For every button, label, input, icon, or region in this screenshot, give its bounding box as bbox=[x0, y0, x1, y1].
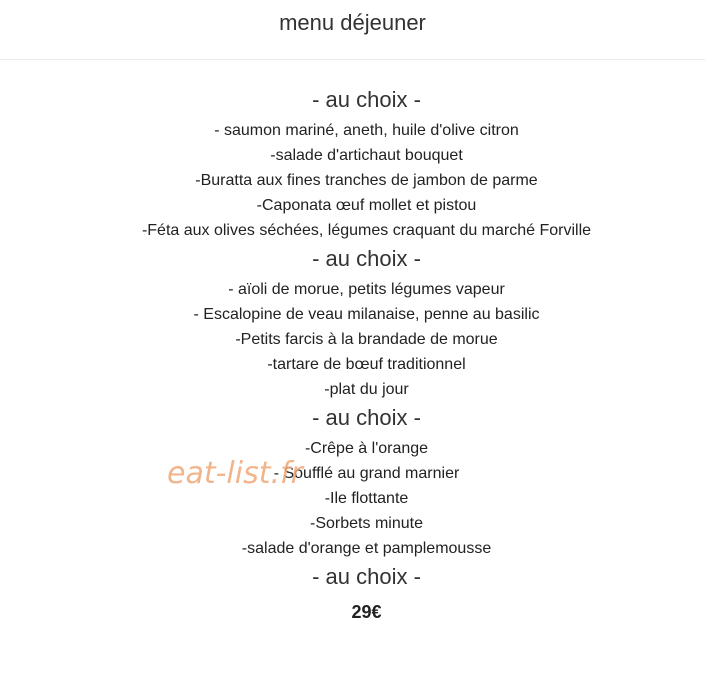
menu-item: -Caponata œuf mollet et pistou bbox=[256, 197, 477, 214]
menu-item: - Soufflé au grand marnier bbox=[273, 465, 460, 482]
menu-content bbox=[0, 84, 705, 625]
menu-item: -Petits farcis à la brandade de morue bbox=[235, 331, 498, 348]
menu-item: - aïoli de morue, petits légumes vapeur bbox=[228, 281, 505, 298]
page-title: menu déjeuner bbox=[279, 10, 426, 35]
menu-item: -Féta aux olives séchées, légumes craquant du marché Forville bbox=[141, 222, 592, 239]
menu-item: -salade d'orange et pamplemousse bbox=[241, 540, 492, 557]
menu-item: -Ile flottante bbox=[324, 490, 409, 507]
section-title: - au choix - bbox=[312, 246, 421, 271]
menu-item: -plat du jour bbox=[324, 381, 409, 398]
page-header bbox=[0, 0, 705, 60]
menu-item: -Crêpe à l'orange bbox=[304, 440, 429, 457]
menu-item: - Escalopine de veau milanaise, penne au basilic bbox=[193, 306, 540, 323]
menu-section-price bbox=[0, 561, 705, 625]
watermark-logo: eat-list.fr bbox=[167, 456, 303, 491]
section-title: - au choix - bbox=[312, 564, 421, 589]
menu-item: -Buratta aux fines tranches de jambon de parme bbox=[195, 172, 538, 189]
menu-section-mains bbox=[0, 243, 705, 402]
menu-item: - saumon mariné, aneth, huile d'olive citron bbox=[214, 122, 519, 139]
menu-section-desserts bbox=[0, 402, 705, 561]
menu-item: -tartare de bœuf traditionnel bbox=[267, 356, 466, 373]
section-title: - au choix - bbox=[312, 87, 421, 112]
menu-section-starters bbox=[0, 84, 705, 243]
section-title: - au choix - bbox=[312, 405, 421, 430]
menu-item: -Sorbets minute bbox=[310, 515, 423, 532]
menu-price: 29€ bbox=[351, 602, 382, 622]
menu-item: -salade d'artichaut bouquet bbox=[270, 147, 463, 164]
